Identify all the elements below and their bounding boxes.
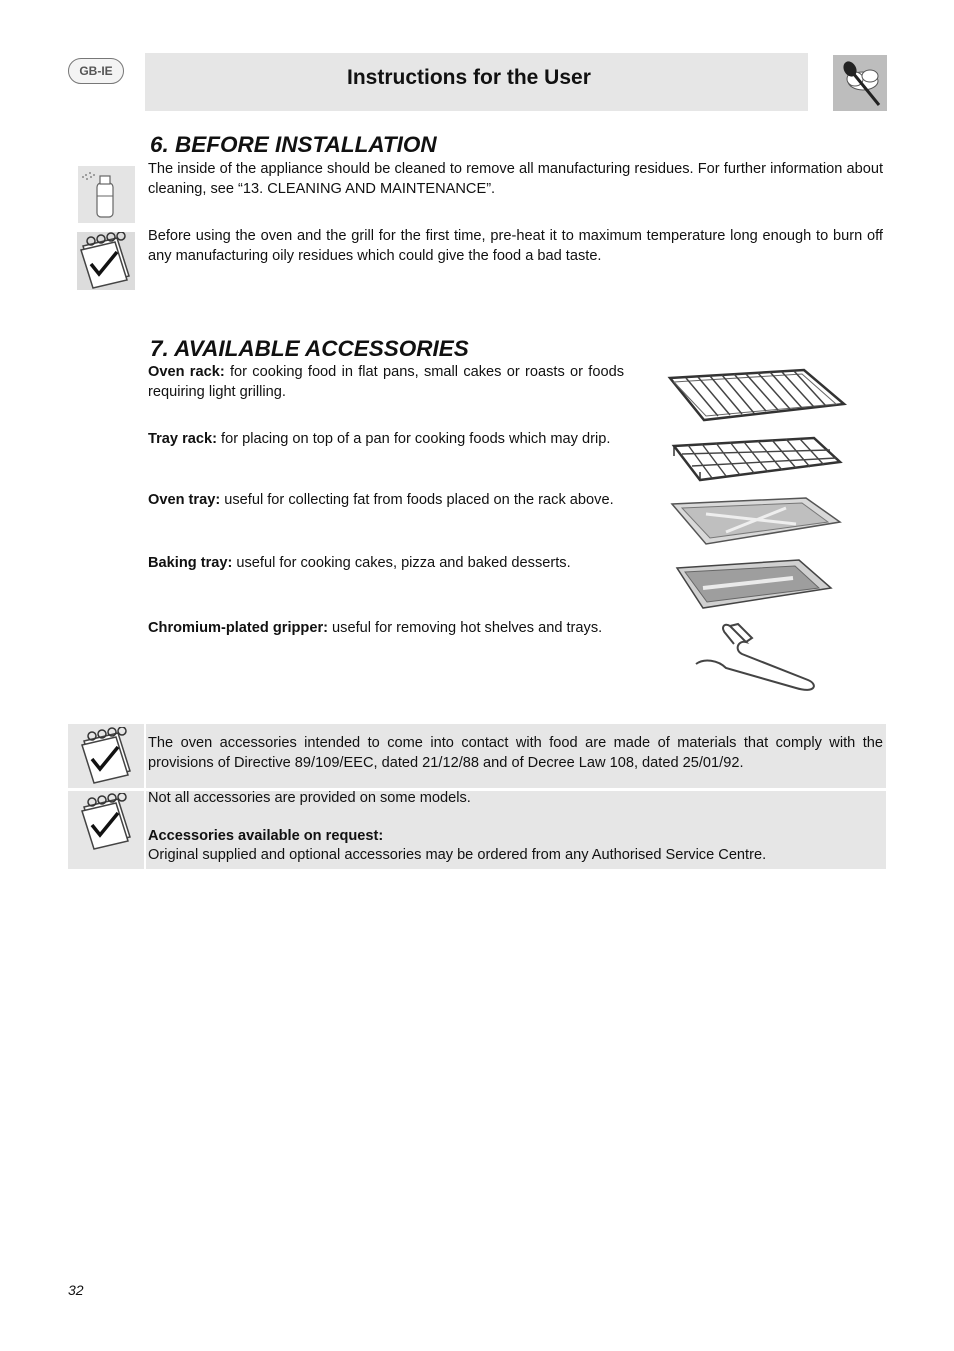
section-6-paragraph-1: The inside of the appliance should be cleaned to remove all manufacturing residues. For further information about cleaning, see “13. CLEANING AND MAINTENANCE”. xyxy=(148,161,883,197)
checklist-note-icon xyxy=(78,727,136,790)
oven-rack-illustration xyxy=(664,364,848,431)
accessory-oven-rack xyxy=(148,363,624,402)
oven-tray-illustration xyxy=(666,494,844,553)
accessory-gripper xyxy=(148,619,624,639)
note-2 xyxy=(146,791,886,869)
note-icon-box-1 xyxy=(68,724,144,788)
accessory-label: Tray rack: xyxy=(148,431,217,447)
section-6-title: 6. BEFORE INSTALLATION xyxy=(150,132,437,157)
spray-bottle-icon xyxy=(78,166,135,223)
accessory-baking-tray xyxy=(148,554,624,574)
baking-tray-illustration xyxy=(673,558,835,617)
note-icon-box-2 xyxy=(68,791,144,869)
region-badge: GB-IE xyxy=(68,58,124,84)
note-2-line-1: Not all accessories are provided on some models. xyxy=(148,790,471,806)
note-1 xyxy=(146,724,886,788)
note-2-heading: Accessories available on request: xyxy=(148,828,384,844)
accessory-tray-rack xyxy=(148,430,624,450)
tray-rack-illustration xyxy=(666,432,844,491)
note-2-line-2: Original supplied and optional accessories may be ordered from any Authorised Service Centre. xyxy=(148,847,767,863)
checklist-note-icon xyxy=(78,793,136,856)
note-1-text: The oven accessories intended to come into contact with food are made of materials that comply with the provisions of Directive 89/109/EEC, dated 21/12/88 and of Decree Law 108, dated 25/01/92. xyxy=(148,735,883,771)
chef-hat-spoon-icon xyxy=(833,55,887,111)
accessory-label: Baking tray: xyxy=(148,555,233,571)
accessory-label: Chromium-plated gripper: xyxy=(148,620,328,636)
accessory-oven-tray xyxy=(148,491,624,511)
accessory-text: for placing on top of a pan for cooking foods which may drip. xyxy=(216,431,611,447)
section-6-paragraph-2: Before using the oven and the grill for the first time, pre-heat it to maximum temperature long enough to burn off any manufacturing oily residues which could give the food a bad taste. xyxy=(148,228,883,264)
accessory-text: useful for removing hot shelves and trays. xyxy=(328,620,603,636)
gripper-illustration xyxy=(690,620,822,701)
accessory-text: useful for cooking cakes, pizza and baked desserts. xyxy=(232,555,571,571)
accessory-text: useful for collecting fat from foods placed on the rack above. xyxy=(220,492,614,508)
checklist-note-icon xyxy=(77,232,135,290)
section-7-title: 7. AVAILABLE ACCESSORIES xyxy=(150,336,469,361)
accessory-label: Oven tray: xyxy=(148,492,221,508)
accessory-text: for cooking food in flat pans, small cakes or roasts or foods requiring light grilling. xyxy=(148,364,624,400)
page-title: Instructions for the User xyxy=(347,66,591,89)
accessory-label: Oven rack: xyxy=(148,364,225,380)
page-number: 32 xyxy=(68,1282,84,1298)
